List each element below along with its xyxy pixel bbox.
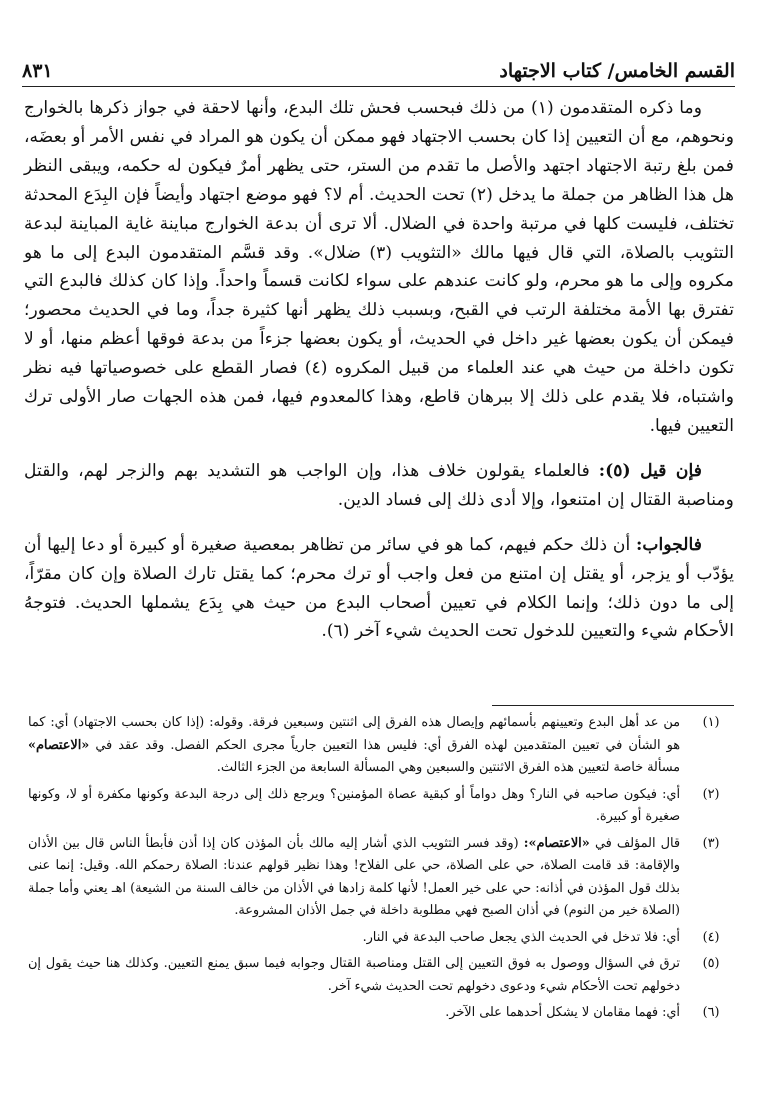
footnote-number: (٢) xyxy=(702,786,720,802)
paragraph-1: وما ذكره المتقدمون (١) من ذلك فبحسب فحش تلك البدع، وأنها لاحقة في جواز ذكرها بالخوارج ونحوهم، مع أن التعيين إذا كان بحسب الاجتهاد فهو ممكن أن يكون هو المراد في نفس الأمر أو بعضَه، فمن بلغ رتبة الاجتهاد اجتهد والأصل ما تقدم من الستر، حتى يظهر أمرٌ فيكون له حكمه، ويبقى النظر هل هذا الظاهر من جملة ما يدخل (٢) تحت الحديث. أم لا؟ فهو موضع اجتهاد وأيضاً فإن البِدَع المحدثة تختلف، فليست كلها في مرتبة واحدة في الضلال. ألا ترى أن بدعة الخوارج مباينة غاية المباينة لبدعة التثويب بالصلاة، التي قال فيها مالك «التثويب (٣) ضلال». وقد قسَّم المتقدمون البدع إلى ما هو مكروه وإلى ما هو محرم، ولو كانت عندهم على سواء لكانت قسماً واحداً. وإذا كان كذلك فالبدع التي تفترق بها الأمة مختلفة الرتب في القبح، وبسبب ذلك يظهر أنها كثيرة جداً، وما في الحديث محصور؛ فيمكن أن يكون بعضها غير داخل في الحديث، أو يكون بعضها جزءاً من بدعة فوقها أعظم منها، أو لا تكون داخلة من حيث هي عند العلماء من قبيل المكروه (٤) فصار القطع على خصوصياتها فيه نظر واشتباه، فلا يقدم على ذلك إلا ببرهان قاطع، وهذا كالمعدوم فيها، فمن هذه الجهات صار الأولى ترك التعيين فيها. xyxy=(24,98,735,436)
running-header xyxy=(22,58,735,87)
footnote-number: (١) xyxy=(702,715,720,730)
footnote-number: (٤) xyxy=(702,929,720,945)
footnote-book-title: «الاعتصام»: xyxy=(523,835,590,851)
paragraph-2-lead: فإن قيل (٥): xyxy=(598,460,703,481)
footnote-text xyxy=(28,712,680,780)
paragraph-3-text: أن ذلك حكم فيهم، كما هو في سائر من تظاهر بمعصية صغيرة أو كبيرة أو دعا إليها أن يؤدّب أو يزجر، أو يقتل إن امتنع من فعل واجب أو ترك محرم؛ كما يقتل تارك الصلاة وإن كان مقرّاً، إلى ما دون ذلك؛ وإنما الكلام في تعيين أصحاب البدع من حيث هي بِدَع يشملها الحديث. فتوجهُ الأحكام شيء والتعيين للدخول تحت الحديث شيء آخر (٦). xyxy=(24,534,734,642)
paragraph-2-text: فالعلماء يقولون خلاف هذا، وإن الواجب هو التشديد بهم والزجر لهم، والقتل ومناصبة القتال إن امتنعوا، وإلا أدى ذلك إلى فساد الدين. xyxy=(24,460,734,510)
footnote-number: (٦) xyxy=(702,1005,720,1020)
footnote-3 xyxy=(28,833,736,923)
paragraph-2 xyxy=(24,457,734,515)
footnote-5 xyxy=(28,953,736,998)
footnote-2 xyxy=(28,784,736,829)
main-text xyxy=(24,94,734,646)
footnote-4 xyxy=(28,927,736,950)
footnote-text-part: قال المؤلف في xyxy=(594,835,680,851)
footnote-number: (٣) xyxy=(702,835,720,851)
footnote-6 xyxy=(28,1002,736,1025)
paragraph-3 xyxy=(24,531,734,647)
footnote-text: أي: فلا تدخل في الحديث الذي يجعل صاحب البدعة في النار. xyxy=(362,929,680,945)
footnote-separator xyxy=(492,705,734,706)
footnote-book-title: «الاعتصام» xyxy=(28,737,90,753)
footnote-text-part: من عد أهل البدع وتعيينهم بأسمائهم وإيصال هذه الفرق إلى اثنتين وسبعين فرقة. وقوله: (إذا كان بحسب الاجتهاد) أي: كما هو الشأن في تعيين المتقدمين لهذه الفرق أي: فليس هذا التعيين جارياً مجرى الحكم الفصل. وقد عقد في xyxy=(28,715,680,753)
footnotes xyxy=(28,712,736,1029)
header-title: القسم الخامس/ كتاب الاجتهاد xyxy=(499,60,735,82)
footnote-text: أي: فهما مقامان لا يشكل أحدهما على الآخر. xyxy=(445,1005,680,1020)
page-number: ٨٣١ xyxy=(22,60,53,82)
paragraph-3-lead: فالجواب: xyxy=(636,534,702,555)
footnote-number: (٥) xyxy=(702,956,720,971)
footnote-text xyxy=(28,833,680,923)
footnote-text: ترق في السؤال ووصول به فوق التعيين إلى القتل ومناصبة القتال وجوابه فيما سبق يمنع التعيين. وكذلك هنا حيث يقول إن دخولهم تحت الأحكام شيء ودعوى دخولهم تحت الحديث شيء آخر. xyxy=(28,956,680,994)
footnote-text-part: مسألة خاصة لتعيين هذه الفرق الاثنتين والسبعين وهي المسألة السابعة من الجزء الثالث. xyxy=(216,760,680,775)
footnote-text: أي: فيكون صاحبه في النار؟ وهل دواماً أو كبقية عصاة المؤمنين؟ ويرجع ذلك إلى درجة البدعة وكونها مكفرة أو لا، وكونها صغيرة أو كبيرة. xyxy=(28,786,680,824)
footnote-1 xyxy=(28,712,736,780)
footnote-text-part: (وقد فسر التثويب الذي أشار إليه مالك بأن المؤذن كان إذا أذن فأبطأ الناس قال بين الأذان والإقامة: قد قامت الصلاة، حي على الصلاة، حي على الفلاح! وهذا نظير قولهم عندنا: الصلاة رحمكم الله. وقيل: إنما عنى بذلك قول المؤذن في أذانه: حي على خير العمل! لأنها كلمة زادها في الأذان من خالف السنة من الشيعة) اهـ يعني وأما جملة (الصلاة خير من النوم) في أذان الصبح فهي مطلوبة داخلة في جمل الأذان المشروعة. xyxy=(28,835,680,918)
